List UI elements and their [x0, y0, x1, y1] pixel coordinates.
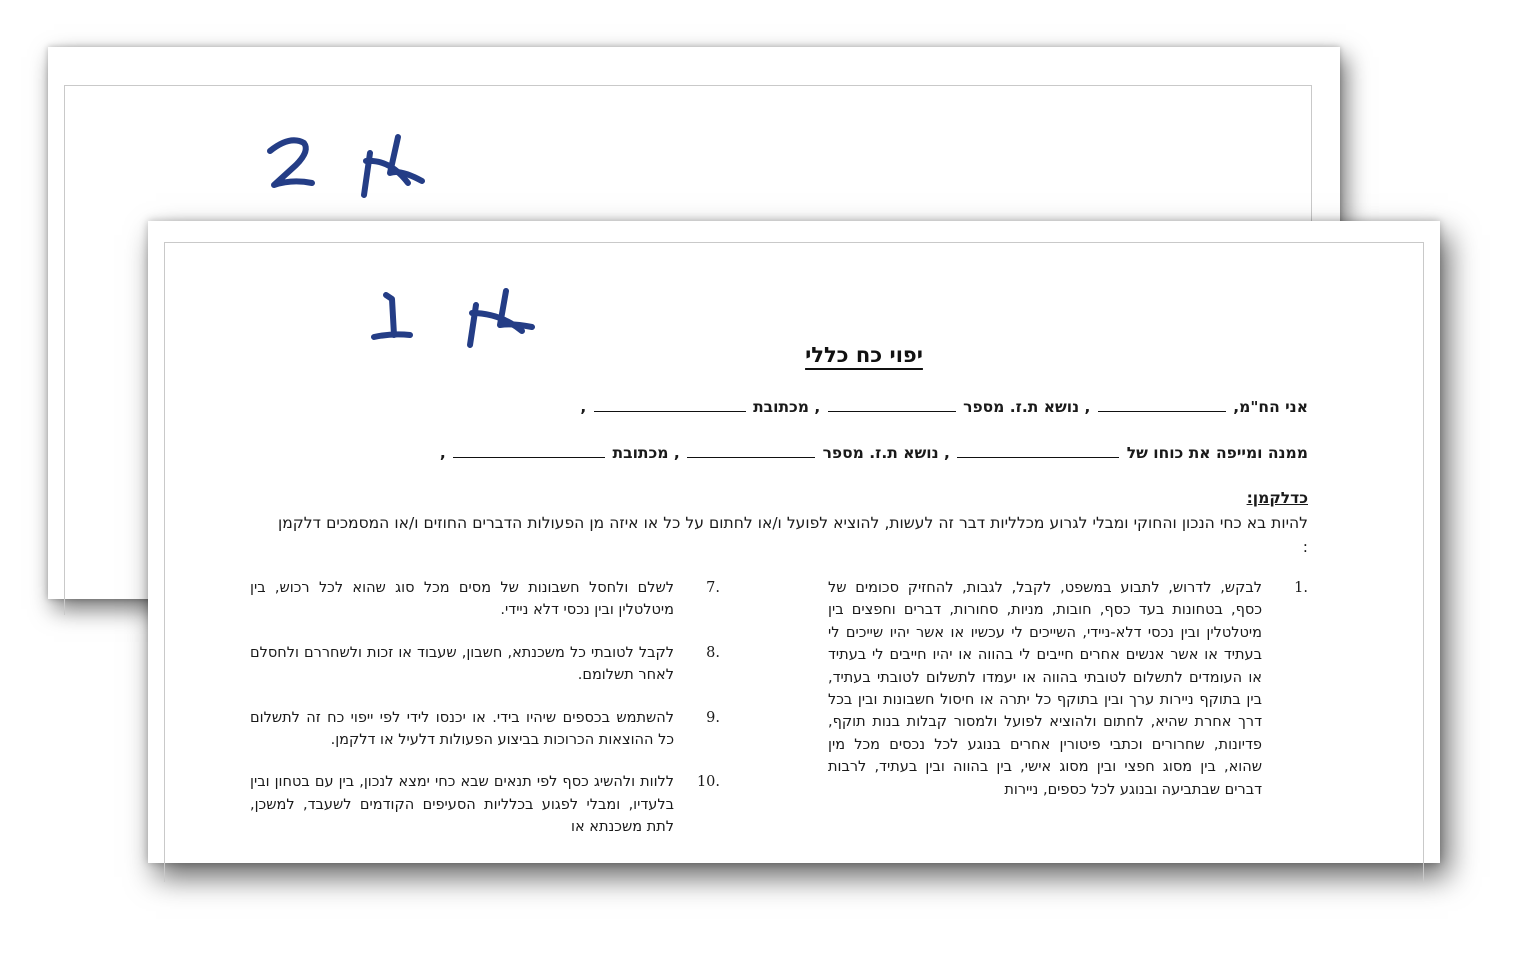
attorney-label: ממנה ומייפה את כוחו של	[1126, 444, 1308, 462]
grantor-id-blank[interactable]	[828, 397, 956, 412]
document-page-front	[148, 221, 1440, 863]
clause-number: 9.	[706, 709, 720, 726]
grantor-label: אני הח"מ,	[1233, 398, 1308, 416]
grantor-line-end: ,	[580, 398, 587, 416]
document-body	[148, 221, 1440, 863]
grantor-address-label: , מכתובת	[753, 398, 821, 416]
grantor-id-label: , נושא ת.ז. מספר	[963, 398, 1091, 416]
clause-number: 8.	[706, 644, 720, 661]
clause-item	[828, 577, 1308, 801]
clause-number: 1.	[1294, 580, 1308, 596]
clause-item	[250, 707, 720, 752]
clauses-column-right	[828, 577, 1308, 821]
attorney-id-label: , נושא ת.ז. מספר	[822, 444, 950, 462]
clause-text: לבקש, לדרוש, לתבוע במשפט, לקבל, לגבות, להחזיק סכומים של כסף, בטחונות בעד כסף, חובות, מניות, סחורות, דברים וחפצים בין מיטלטלין ובין נכסי דלא-ניידי, השייכים לי עכשיו או אשר יהיו שייכים לי בעתיד או אשר אנשים אחרים חייבים לי בהווה או יהיו חייבים לי בעתיד או העומדים לתשלום לטובתי בהווה או יעמדו לתשלום לטובתי בעתיד, בין בתוקף ניירות ערך ובין בתוקף כל יתרה או חיסול חשבונות ובין בכל דרך אחרת שהיא, לחתום ולהוציא לפועל ולמסור קבלות בנות תוקף, פדיונות, שחרורים וכתבי פיטורין אחרים בנוגע לכל נכסים מכל מין שהוא, בין מסוג חפצי ובין מסוג אישי, בין בהווה ובין בעתיד, לרבות דברים שבתביעה ובנוגע לכל כספים, ניירות	[828, 580, 1262, 798]
document-title-text: יפוי כח כללי	[805, 343, 923, 367]
clause-item	[250, 577, 720, 622]
attorney-id-blank[interactable]	[687, 443, 815, 458]
clause-text: להשתמש בכספים שיהיו בידי. או יכנסו לידי לפי ייפוי כח זה לתשלום כל ההוצאות הכרוכות בביצוע הפעולות דלעיל או דלקמן.	[250, 709, 674, 749]
clause-item	[250, 642, 720, 687]
clause-number: 7.	[706, 580, 720, 596]
attorney-address-label: , מכתובת	[612, 444, 680, 462]
clause-text: לקבל לטובתי כל משכנתא, חשבון, שעבוד או זכות ולשחררם ולחסלם לאחר תשלומם.	[250, 644, 674, 684]
document-title	[148, 343, 1440, 367]
intro-heading: כדלקמן:	[1246, 489, 1308, 507]
grantor-name-blank[interactable]	[1098, 397, 1226, 412]
clauses-column-left	[250, 577, 720, 859]
attorney-name-blank[interactable]	[957, 443, 1119, 458]
clause-item	[250, 771, 720, 838]
handwritten-page-mark-back	[260, 129, 440, 201]
handwritten-mark-glyphs	[260, 129, 440, 201]
intro-paragraph: להיות בא כחי הנכון והחוקי ומבלי לגרוע מכלליות דבר זה לעשות, להוציא לפועל ו/או לחתום על כל או איזה מן הפעולות הדברים החוזים ו/או המסמכים דלקמן :	[278, 514, 1308, 556]
clause-number: 10.	[696, 774, 720, 791]
clause-text: ללוות ולהשיג כסף לפי תנאים שבא כחי ימצא לנכון, בין עם בטחון ובין בלעדיו, ומבלי לפגוע בכלליות הסעיפים הקודמים לשעבד, למשכן, לתת משכנתא או	[250, 774, 674, 836]
grantor-line	[580, 397, 1308, 416]
grantor-address-blank[interactable]	[594, 397, 746, 412]
attorney-address-blank[interactable]	[453, 443, 605, 458]
attorney-line	[440, 443, 1308, 462]
handwritten-mark-text	[48, 47, 49, 48]
clause-text: לשלם ולחסל חשבונות של מסים מכל סוג שהוא לכל רכוש, בין מיטלטלין ובין נכסי דלא ניידי.	[250, 580, 674, 619]
attorney-line-end: ,	[439, 444, 446, 462]
